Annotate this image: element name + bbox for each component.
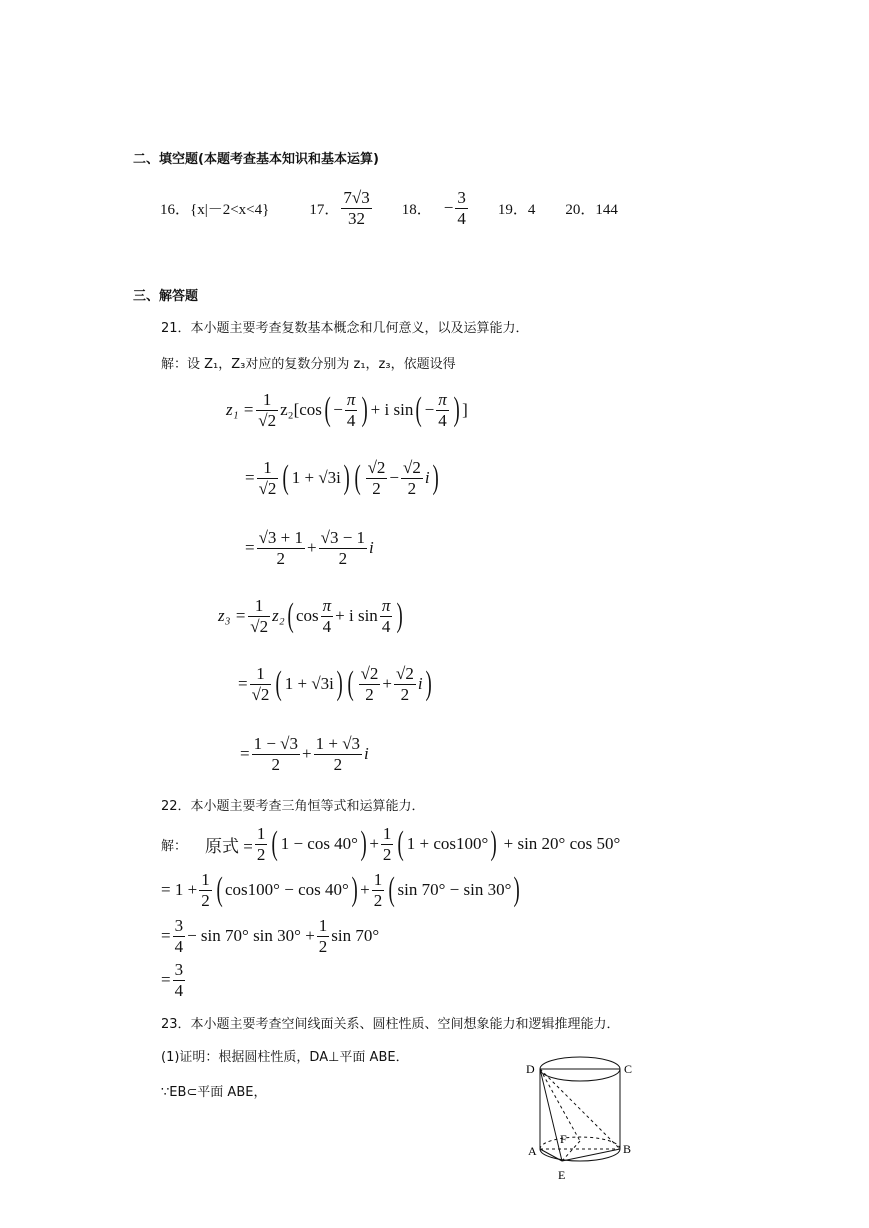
q21-line-2: = $\frac{1}{√2}$ ( 1 + √3i ) ( $\frac{√2}{2}$ − $\frac{√2}{2}$ i ) bbox=[245, 458, 439, 498]
answer-17-label: 17． bbox=[309, 201, 340, 218]
cylinder-figure bbox=[520, 1045, 640, 1185]
q22-line-3: = $\frac{3}{4}$ − sin 70° sin 30° + $\frac{1}{2}$ sin 70° bbox=[161, 916, 380, 956]
figure-label-E: E bbox=[558, 1168, 566, 1182]
answer-16-value: {x|－2<x<4} bbox=[190, 201, 270, 218]
answer-20: 20．144 bbox=[565, 201, 618, 218]
q21-line-3: = $\frac{√3 + 1}{2}$ + $\frac{√3 - 1}{2}$ i bbox=[245, 528, 374, 568]
q23-line-2: ∵EB⊂平面 ABE， bbox=[161, 1085, 267, 1100]
q21-intro: 21．本小题主要考查复数基本概念和几何意义，以及运算能力． bbox=[161, 321, 529, 336]
q21-line-1: z₁ = $\frac{1}{√2}$ z₂[cos ( − $\frac{\pi}{4}$ ) + i sin ( − $\frac{\pi}{4}$ ) ] bbox=[226, 390, 468, 430]
q22-line-4: = $\frac{3}{4}$ bbox=[161, 960, 184, 1000]
q23-line-1: (1)证明：根据圆柱性质，DA⊥平面 ABE． bbox=[161, 1050, 409, 1065]
figure-label-C: C bbox=[624, 1062, 633, 1076]
fill-blank-answers bbox=[160, 188, 618, 228]
answer-17-fraction: $\frac{7√3}{32}$ bbox=[343, 188, 370, 228]
figure-label-A: A bbox=[528, 1144, 537, 1158]
section-heading-solutions: 三、解答题 bbox=[133, 289, 199, 304]
q21-line-5: = $\frac{1}{√2}$ ( 1 + √3i ) ( $\frac{√2}{2}$ + $\frac{√2}{2}$ i ) bbox=[238, 664, 432, 704]
answer-18-fraction: $\frac{3}{4}$ bbox=[457, 188, 466, 228]
answer-18-label: 18． bbox=[401, 201, 432, 218]
q21-line-4: z₃ = $\frac{1}{√2}$ z₂ ( cos $\frac{\pi}{4}$ + i sin $\frac{\pi}{4}$ ) bbox=[218, 596, 404, 636]
q22-intro: 22．本小题主要考查三角恒等式和运算能力． bbox=[161, 799, 425, 814]
section-heading-fill-blank: 二、填空题(本题考查基本知识和基本运算) bbox=[133, 152, 379, 167]
answer-18-sign: − bbox=[443, 198, 454, 218]
q22-line-1: 解： 原式 = $\frac{1}{2}$ ( 1 − cos 40° ) + $\frac{1}{2}$ ( 1 + cos100° ) + sin 20° cos 50° bbox=[161, 824, 621, 864]
q22-line-2: = 1 + $\frac{1}{2}$ ( cos100° − cos 40° ) + $\frac{1}{2}$ ( sin 70° − sin 30° ) bbox=[161, 870, 521, 910]
q23-intro: 23．本小题主要考查空间线面关系、圆柱性质、空间想象能力和逻辑推理能力． bbox=[161, 1017, 620, 1032]
figure-label-F: F bbox=[560, 1132, 567, 1146]
q21-solution-start: 解：设 Z₁，Z₃对应的复数分别为 z₁，z₃，依题设得 bbox=[161, 357, 456, 372]
answer-16-label: 16． bbox=[160, 201, 191, 218]
figure-label-B: B bbox=[623, 1142, 632, 1156]
q21-line-6: = $\frac{1 - √3}{2}$ + $\frac{1 + √3}{2}$ i bbox=[240, 734, 369, 774]
figure-label-D: D bbox=[526, 1062, 535, 1076]
answer-19: 19．4 bbox=[497, 201, 536, 218]
